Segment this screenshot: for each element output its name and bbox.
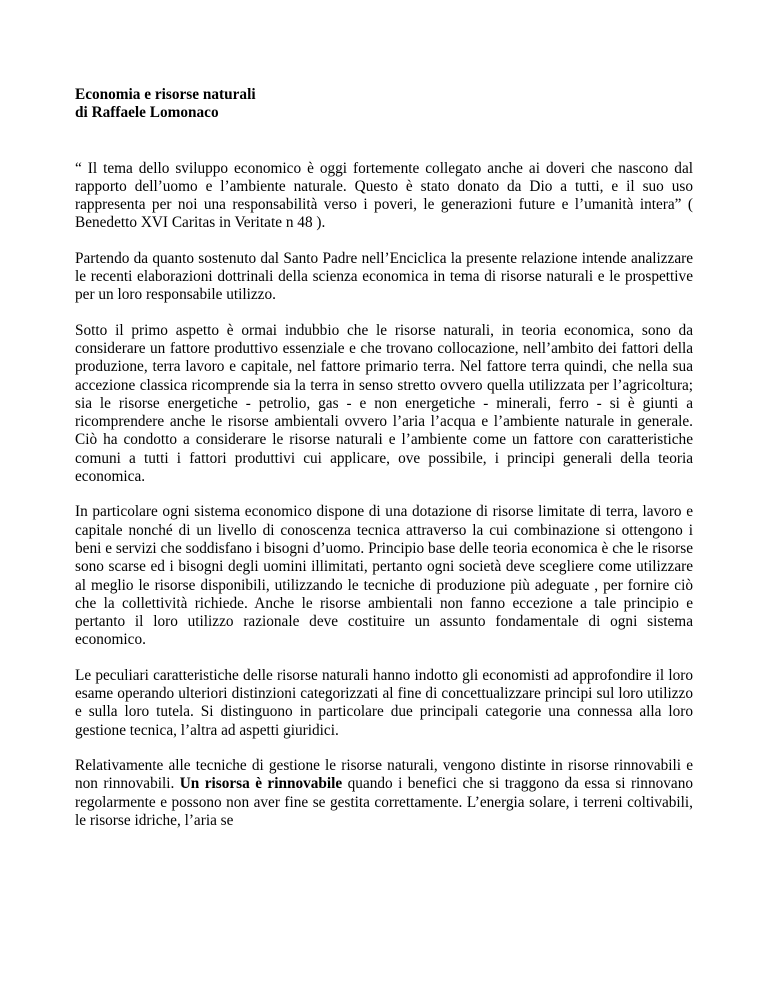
paragraph-2: Sotto il primo aspetto è ormai indubbio che le risorse naturali, in teoria economica, sono da considerare un fattore produttivo essenziale e che trovano collocazione, nell’ambito dei fattori della produzione, terra lavoro e capitale, nel fattore primario terra. Nel fattore terra quindi, che nella sua accezione classica ricomprende sia la terra in senso stretto ovvero quella utilizzata per l’agricoltura; sia le risorse energetiche - petrolio, gas - e non energetiche - minerali, ferro - si è giunti a ricomprendere anche le risorse ambientali ovvero l’aria l’acqua e l’ambiente naturale in generale. Ciò ha condotto a considerare le risorse naturali e l’ambiente come un fattore con caratteristiche comuni a tutti i fattori produttivi cui applicare, ove possibile, i principi generali della teoria economica.	[75, 321, 693, 486]
renewable-definition-term: Un risorsa è rinnovabile	[179, 775, 343, 793]
paragraph-5-intro: Relativamente alle tecniche di gestione le risorse naturali, vengono distinte in risorse rinnovabili e non rinnovabili.	[75, 756, 693, 793]
document-header	[75, 86, 693, 123]
paragraph-5	[75, 757, 693, 830]
document-page	[75, 86, 693, 830]
paragraph-3: In particolare ogni sistema economico dispone di una dotazione di risorse limitate di terra, lavoro e capitale nonché di un livello di conoscenza tecnica attraverso la cui combinazione si ottengono i beni e servizi che soddisfano i bisogni d’uomo. Principio base delle teoria economica è che le risorse sono scarse ed i bisogni degli uomini illimitati, pertanto ogni società deve scegliere come utilizzare al meglio le risorse disponibili, utilizzando le tecniche di produzione più adeguate , per fornire ciò che la collettività richiede. Anche le risorse ambientali non fanno eccezione a tale principio e pertanto il loro utilizzo razionale deve costituire un assunto fondamentale di ogni sistema economico.	[75, 503, 693, 649]
opening-quote: “ Il tema dello sviluppo economico è oggi fortemente collegato anche ai doveri che nascono dal rapporto dell’uomo e l’ambiente naturale. Questo è stato donato da Dio a tutti, e il suo uso rappresenta per noi una responsabilità verso i poveri, le generazioni future e l’umanità intera” ( Benedetto XVI Caritas in Veritate n 48 ).	[75, 159, 693, 232]
paragraph-1: Partendo da quanto sostenuto dal Santo Padre nell’Enciclica la presente relazione intende analizzare le recenti elaborazioni dottrinali della scienza economica in tema di risorse naturali e le prospettive per un loro responsabile utilizzo.	[75, 249, 693, 304]
paragraph-5-body: quando i benefici che si traggono da essa si rinnovano regolarmente e possono non aver fine se gestita correttamente. L’energia solare, i terreni coltivabili, le risorse idriche, l’aria se	[75, 775, 693, 829]
paragraph-4: Le peculiari caratteristiche delle risorse naturali hanno indotto gli economisti ad approfondire il loro esame operando ulteriori distinzioni categorizzati al fine di concettualizzare principi sul loro utilizzo e sulla loro tutela. Si distinguono in particolare due principali categorie una connessa alla loro gestione tecnica, l’altra ad aspetti giuridici.	[75, 666, 693, 739]
document-title: Economia e risorse naturali	[75, 86, 256, 103]
document-author: di Raffaele Lomonaco	[75, 104, 219, 122]
